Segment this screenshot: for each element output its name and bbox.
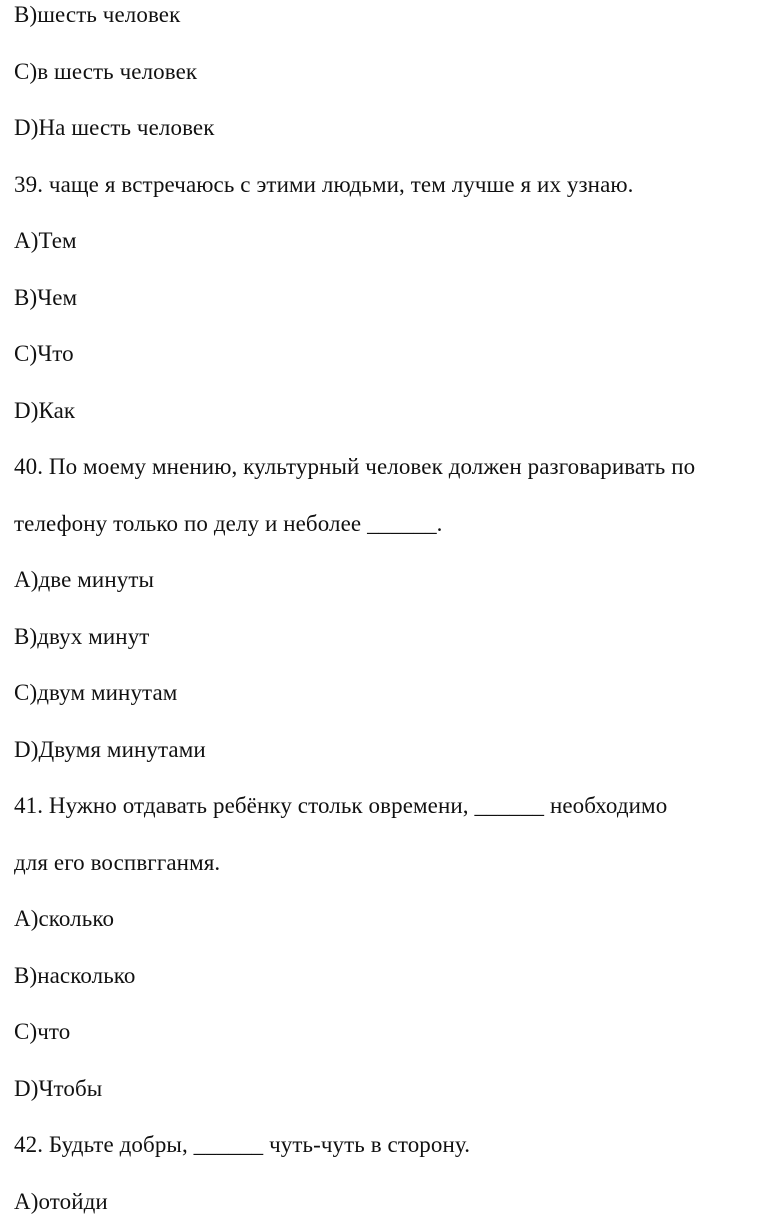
- option-d-q38: D)На шесть человек: [14, 115, 215, 140]
- option-c-q39: C)Что: [14, 341, 74, 366]
- option-b-q40: B)двух минут: [14, 624, 150, 649]
- option-c-q41: C)что: [14, 1019, 71, 1044]
- option-d-q41: D)Чтобы: [14, 1076, 103, 1101]
- option-d-q40: D)Двумя минутами: [14, 737, 206, 762]
- option-a-q39: A)Тем: [14, 228, 77, 253]
- option-c-q40: C)двум минутам: [14, 680, 178, 705]
- question-39: 39. чаще я встречаюсь с этими людьми, тем лучше я их узнаю.: [14, 172, 634, 197]
- option-a-q42: A)отойди: [14, 1189, 108, 1214]
- question-40-line-1: 40. По моему мнению, культурный человек должен разговаривать по: [14, 454, 696, 479]
- option-a-q40: A)две минуты: [14, 567, 155, 592]
- option-b-q38: B)шесть человек: [14, 2, 181, 27]
- question-41-line-1: 41. Нужно отдавать ребёнку стольк овремени, ______ необходимо: [14, 793, 668, 818]
- question-40-line-2: телефону только по делу и неболее ______.: [14, 511, 443, 536]
- option-b-q41: B)насколько: [14, 963, 136, 988]
- question-42: 42. Будьте добры, ______ чуть-чуть в сторону.: [14, 1132, 471, 1157]
- option-d-q39: D)Как: [14, 398, 76, 423]
- question-41-line-2: для его воспвгганмя.: [14, 850, 221, 875]
- option-b-q39: B)Чем: [14, 285, 78, 310]
- option-c-q38: C)в шесть человек: [14, 59, 198, 84]
- option-a-q41: A)сколько: [14, 906, 115, 931]
